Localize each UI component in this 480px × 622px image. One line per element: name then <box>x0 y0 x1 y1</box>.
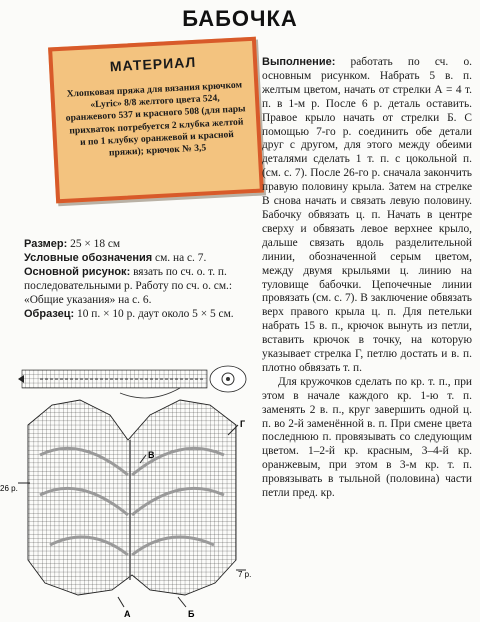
spec-gauge <box>24 308 256 322</box>
execution-label: Выполнение: <box>262 56 336 68</box>
spec-symbols-text: см. на с. 7. <box>152 251 207 264</box>
spec-symbols-label: Условные обозначения <box>24 251 153 264</box>
spec-pattern-label: Основной рисунок: <box>24 265 131 278</box>
row7-label: 7 р. <box>238 570 252 579</box>
butterfly-wings <box>28 400 236 595</box>
spec-symbols <box>24 252 256 266</box>
spec-gauge-label: Образец: <box>24 307 75 320</box>
row26-label: 26 р. <box>0 484 18 493</box>
material-box <box>48 37 264 204</box>
circles-paragraph: Для кружочков сделать по кр. т. п., при этом в начале каждого кр. 1-ю т. п. заменять 2 в. п., круг завершить одной ц. п. во 2-й заменённой в. п. При смене цвета последнюю п. провязывать со следующим цветом. 1–2-й кр. красным, 3–4-й кр. оранжевым, при этом в 3-м кр. т. п. провязывать в тыльной (половина) части петли пред. кр. <box>262 375 472 500</box>
arrow-v-label: В <box>148 450 155 460</box>
arrow-g-label: Г <box>240 419 246 429</box>
arrow-a-label: А <box>124 609 131 619</box>
page-title: БАБОЧКА <box>182 6 298 31</box>
spec-size-label: Размер: <box>24 238 68 250</box>
spec-pattern <box>24 266 256 308</box>
execution-paragraph <box>262 56 472 376</box>
spec-size <box>24 238 256 252</box>
butterfly-body-strip <box>18 366 246 398</box>
spec-pattern-text: вязать по сч. о. т. п. последовательными р. Работу по сч. о. см.: «Общие указания» на с. 6. <box>24 265 233 306</box>
spec-gauge-text: 10 п. × 10 р. даут около 5 × 5 см. <box>74 307 234 320</box>
butterfly-crochet-chart <box>0 345 260 622</box>
execution-column <box>262 56 472 501</box>
material-text: Хлопковая пряжа для вязания крючком «Lyric» 8/8 желтого цвета 524, оранжевого 537 и красного 508 (для пары прихваток потребуется 2 клубка желтой и по 1 клубку оранжевой и красной пряжи); крючок № 3,5 <box>65 79 246 159</box>
execution-text: работать по сч. о. основным рисунком. Набрать 5 в. п. желтым цветом, начать от стрелки А = 4 т. п. в 1-м р. После 6 р. деталь оставить. Правое крыло начать от стрелки Б. С помощью 7-го р. соединить обе детали друг с другом, для этого между обеими деталями сделать 1 т. п. с цокольной п. (см. с. 7). После 26-го р. сначала закончить правую половину крыла. Затем на стрелке В снова начать и связать левую половину. Бабочку обвязать ц. п. Начать в центре сверху и обвязать левое верхнее крыло, дальше связать вдоль разделительной линии, обозначенной серым цветом, между двумя крыльями ц. линию на туловище бабочки. Цепочечные линии провязать (см. с. 7). В заключение обвязать верх правого крыла ц. п. Для петельки набрать 15 в. п., крючок вынуть из петли, вставить крючок в точку, на которую указывает стрелка Г, петлю достать и в. п. плотно обвязать т. п. <box>262 56 472 374</box>
arrow-b-label: Б <box>188 609 195 619</box>
material-heading: МАТЕРИАЛ <box>109 53 197 75</box>
spec-size-text: 25 × 18 см <box>67 238 121 250</box>
specs-column <box>24 238 256 321</box>
